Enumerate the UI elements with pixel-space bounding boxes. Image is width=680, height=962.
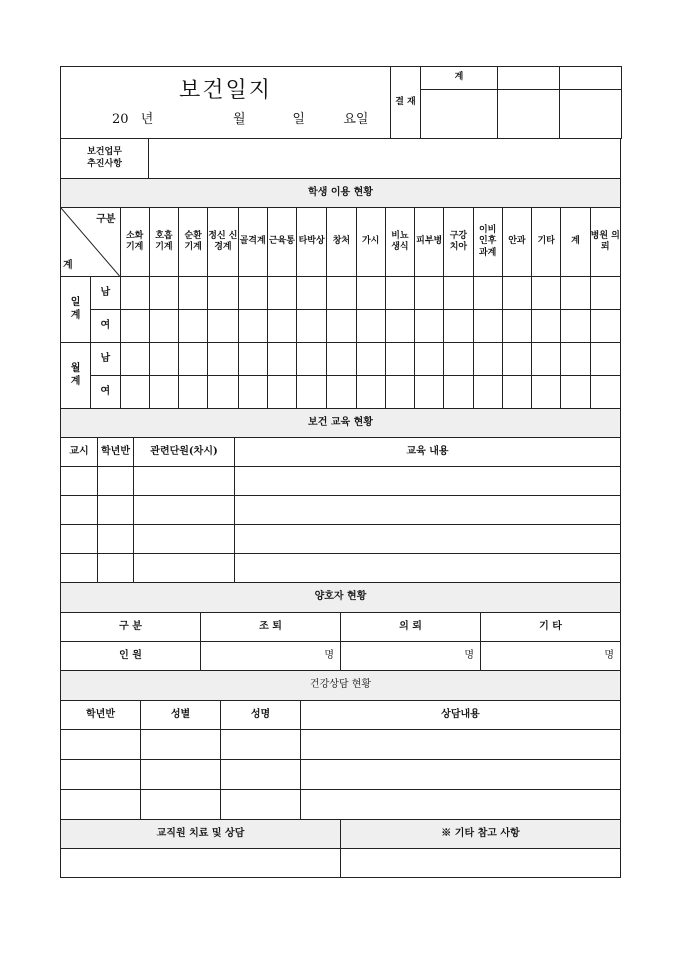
count-cell[interactable] <box>238 376 267 409</box>
title-cell <box>61 67 391 139</box>
count-cell[interactable] <box>327 343 356 376</box>
count-cell[interactable] <box>444 343 473 376</box>
date-year-prefix: 20 <box>111 112 129 128</box>
count-cell[interactable] <box>473 376 502 409</box>
entry-cell[interactable] <box>61 790 141 820</box>
corner-cell <box>61 208 121 277</box>
column-header: 조 퇴 <box>201 613 341 642</box>
table-row <box>61 730 621 760</box>
column-header: 비뇨 생식 <box>385 208 414 277</box>
count-cell[interactable] <box>179 376 208 409</box>
count-cell[interactable] <box>327 310 356 343</box>
count-cell[interactable] <box>327 376 356 409</box>
count-cell[interactable] <box>385 376 414 409</box>
notes-table <box>60 138 621 179</box>
count-cell[interactable] <box>238 310 267 343</box>
staff-treatment-label: 교직원 치료 및 상담 <box>61 820 341 849</box>
column-header: 순환 기계 <box>179 208 208 277</box>
entry-cell[interactable] <box>221 730 301 760</box>
count-cell[interactable] <box>532 277 561 310</box>
count-cell[interactable] <box>590 277 620 310</box>
column-header: 성별 <box>141 701 221 730</box>
count-cell[interactable] <box>297 310 327 343</box>
row-group-label: 월계 <box>61 343 91 409</box>
column-header: 기타 <box>532 208 561 277</box>
approval-col-1: 계 <box>421 67 498 90</box>
count-cell[interactable] <box>415 376 444 409</box>
count-cell[interactable] <box>444 376 473 409</box>
count-cell[interactable] <box>502 277 531 310</box>
entry-cell[interactable] <box>61 730 141 760</box>
page-title: 보건일지 <box>178 77 272 103</box>
notes-label: 보건업무 추진사항 <box>61 139 149 179</box>
column-header: 교시 <box>61 438 98 467</box>
entry-cell[interactable] <box>141 790 221 820</box>
count-cell[interactable] <box>444 277 473 310</box>
counseling-table <box>60 670 621 820</box>
entry-cell[interactable] <box>301 760 621 790</box>
count-cell[interactable] <box>502 343 531 376</box>
count-cell[interactable] <box>561 310 590 343</box>
corner-top-label: 구분 <box>96 214 116 225</box>
table-row <box>61 343 621 376</box>
column-header: 학년반 <box>98 438 134 467</box>
entry-cell[interactable] <box>134 467 235 496</box>
entry-cell[interactable] <box>235 554 621 583</box>
entry-cell[interactable] <box>134 496 235 525</box>
entry-cell[interactable] <box>134 554 235 583</box>
count-cell[interactable] <box>532 343 561 376</box>
student-use-title: 학생 이용 현황 <box>61 179 621 208</box>
column-header: 호흡 기계 <box>149 208 178 277</box>
count-cell[interactable] <box>415 343 444 376</box>
column-header: 정신 신경계 <box>208 208 238 277</box>
count-cell[interactable] <box>473 310 502 343</box>
count-cell[interactable] <box>356 343 385 376</box>
count-cell[interactable] <box>473 343 502 376</box>
entry-cell[interactable] <box>221 760 301 790</box>
count-cell[interactable] <box>208 310 238 343</box>
other-notes-label: ※ 기타 참고 사항 <box>341 820 621 849</box>
header-table <box>60 66 622 139</box>
column-header: 안과 <box>502 208 531 277</box>
count-cell[interactable] <box>297 343 327 376</box>
entry-cell[interactable] <box>301 730 621 760</box>
column-header: 가시 <box>356 208 385 277</box>
guardians-row-label: 인 원 <box>61 642 201 671</box>
column-header: 근육통 <box>267 208 296 277</box>
entry-cell[interactable] <box>235 496 621 525</box>
table-row <box>61 554 621 583</box>
other-count[interactable] <box>481 642 621 671</box>
approval-sign-2[interactable] <box>498 90 560 139</box>
approval-sign-3[interactable] <box>560 90 622 139</box>
count-cell[interactable] <box>238 277 267 310</box>
count-cell[interactable] <box>356 376 385 409</box>
entry-cell[interactable] <box>134 525 235 554</box>
count-cell[interactable] <box>267 376 296 409</box>
entry-cell[interactable] <box>221 790 301 820</box>
table-row <box>61 790 621 820</box>
student-use-table <box>60 178 621 409</box>
count-cell[interactable] <box>297 376 327 409</box>
entry-cell[interactable] <box>61 467 98 496</box>
column-header: 구 분 <box>61 613 201 642</box>
count-cell[interactable] <box>473 277 502 310</box>
table-row <box>61 277 621 310</box>
count-cell[interactable] <box>385 277 414 310</box>
count-cell[interactable] <box>149 376 178 409</box>
count-cell[interactable] <box>149 343 178 376</box>
date-month-unit: 월 <box>232 112 246 128</box>
health-log-form <box>60 66 621 878</box>
count-cell[interactable] <box>444 310 473 343</box>
footer-table <box>60 819 621 878</box>
other-notes-field[interactable] <box>341 849 621 878</box>
count-cell[interactable] <box>267 343 296 376</box>
approval-col-3 <box>560 67 622 90</box>
entry-cell[interactable] <box>61 554 98 583</box>
table-row <box>61 310 621 343</box>
column-header: 교육 내용 <box>235 438 621 467</box>
column-header: 피부병 <box>415 208 444 277</box>
column-header: 학년반 <box>61 701 141 730</box>
count-cell[interactable] <box>179 343 208 376</box>
count-cell[interactable] <box>561 277 590 310</box>
unit-label: 명 <box>324 649 334 661</box>
count-cell[interactable] <box>238 343 267 376</box>
entry-cell[interactable] <box>98 496 134 525</box>
entry-cell[interactable] <box>61 496 98 525</box>
count-cell[interactable] <box>532 310 561 343</box>
entry-cell[interactable] <box>98 525 134 554</box>
health-edu-table <box>60 408 621 583</box>
entry-cell[interactable] <box>98 554 134 583</box>
date-day-unit: 일 <box>292 112 305 128</box>
count-cell[interactable] <box>561 376 590 409</box>
count-cell[interactable] <box>297 277 327 310</box>
count-cell[interactable] <box>590 376 620 409</box>
approval-col-2 <box>498 67 560 90</box>
corner-bottom-label: 계 <box>63 259 73 271</box>
count-cell[interactable] <box>120 376 149 409</box>
count-cell[interactable] <box>385 310 414 343</box>
health-edu-title: 보건 교육 현황 <box>61 409 621 438</box>
count-cell[interactable] <box>149 277 178 310</box>
early-leave-count[interactable] <box>201 642 341 671</box>
column-header: 구강 치아 <box>444 208 473 277</box>
count-cell[interactable] <box>502 376 531 409</box>
count-cell[interactable] <box>590 343 620 376</box>
entry-cell[interactable] <box>235 467 621 496</box>
count-cell[interactable] <box>179 310 208 343</box>
entry-cell[interactable] <box>141 730 221 760</box>
entry-cell[interactable] <box>301 790 621 820</box>
date-weekday-unit: 요일 <box>343 112 369 128</box>
entry-cell[interactable] <box>235 525 621 554</box>
count-cell[interactable] <box>149 310 178 343</box>
column-header: 기 타 <box>481 613 621 642</box>
staff-treatment-field[interactable] <box>61 849 341 878</box>
column-header: 성명 <box>221 701 301 730</box>
column-header: 소화 기계 <box>120 208 149 277</box>
approval-label: 결 재 <box>391 67 421 139</box>
table-row <box>61 760 621 790</box>
row-sex-label: 남 <box>91 343 120 376</box>
row-sex-label: 남 <box>91 277 120 310</box>
unit-label: 명 <box>604 649 614 661</box>
count-cell[interactable] <box>415 277 444 310</box>
entry-cell[interactable] <box>61 525 98 554</box>
count-cell[interactable] <box>267 277 296 310</box>
counseling-title: 건강상담 현황 <box>61 671 621 701</box>
row-sex-label: 여 <box>91 376 120 409</box>
column-header: 의 뢰 <box>341 613 481 642</box>
approval-sign-1[interactable] <box>421 90 498 139</box>
count-cell[interactable] <box>590 310 620 343</box>
count-cell[interactable] <box>208 343 238 376</box>
table-row <box>61 467 621 496</box>
column-header: 골격계 <box>238 208 267 277</box>
count-cell[interactable] <box>561 343 590 376</box>
column-header: 이비 인후 과계 <box>473 208 502 277</box>
count-cell[interactable] <box>208 277 238 310</box>
table-row <box>61 525 621 554</box>
column-header: 창처 <box>327 208 356 277</box>
count-cell[interactable] <box>120 310 149 343</box>
count-cell[interactable] <box>120 277 149 310</box>
count-cell[interactable] <box>356 310 385 343</box>
guardians-table <box>60 582 621 671</box>
column-header: 병원 의뢰 <box>590 208 620 277</box>
guardians-title: 양호자 현황 <box>61 583 621 613</box>
count-cell[interactable] <box>356 277 385 310</box>
count-cell[interactable] <box>327 277 356 310</box>
column-header: 타박상 <box>297 208 327 277</box>
count-cell[interactable] <box>267 310 296 343</box>
date-line <box>61 112 390 128</box>
count-cell[interactable] <box>208 376 238 409</box>
notes-field[interactable] <box>149 139 621 179</box>
count-cell[interactable] <box>385 343 414 376</box>
row-group-label: 일계 <box>61 277 91 343</box>
entry-cell[interactable] <box>98 467 134 496</box>
table-row <box>61 496 621 525</box>
row-sex-label: 여 <box>91 310 120 343</box>
column-header: 관련단원(차시) <box>134 438 235 467</box>
table-row <box>61 376 621 409</box>
date-year-unit: 년 <box>140 112 154 128</box>
count-cell[interactable] <box>120 343 149 376</box>
count-cell[interactable] <box>179 277 208 310</box>
entry-cell[interactable] <box>61 760 141 790</box>
column-header: 상담내용 <box>301 701 621 730</box>
count-cell[interactable] <box>502 310 531 343</box>
entry-cell[interactable] <box>141 760 221 790</box>
count-cell[interactable] <box>532 376 561 409</box>
column-header: 계 <box>561 208 590 277</box>
unit-label: 명 <box>464 649 474 661</box>
referral-count[interactable] <box>341 642 481 671</box>
count-cell[interactable] <box>415 310 444 343</box>
